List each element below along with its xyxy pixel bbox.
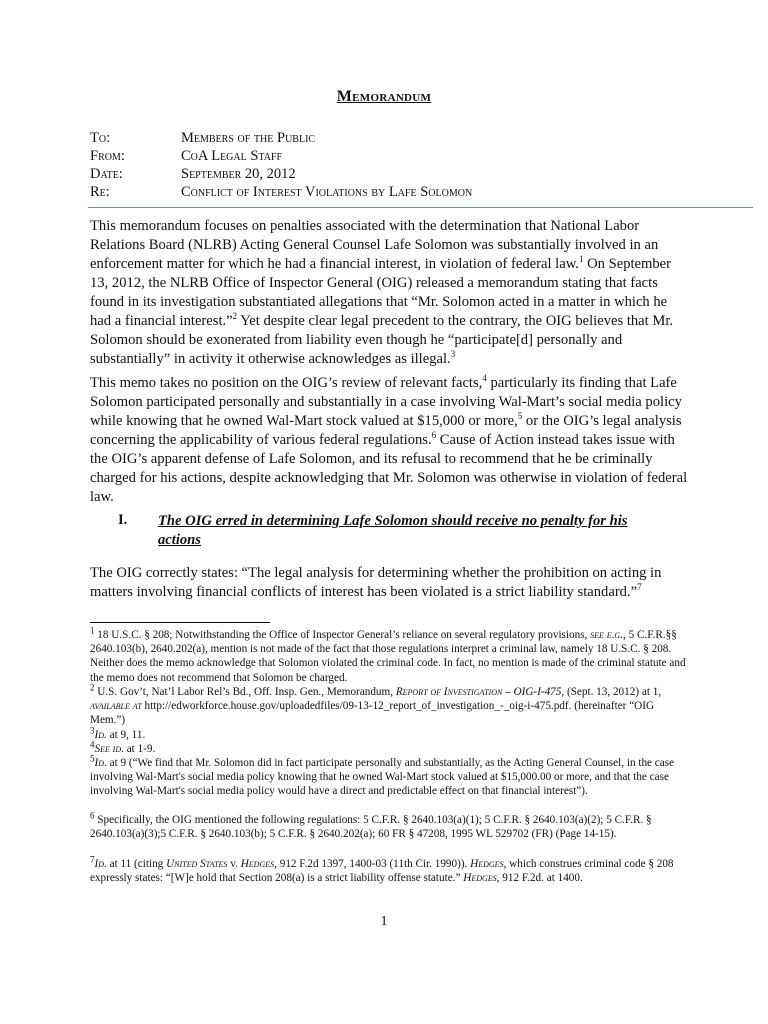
footnote-2-signal: available at (90, 700, 142, 713)
to-value: Members of the Public (181, 130, 316, 146)
footnote-7-text-a: . at 11 (citing (104, 858, 167, 870)
footnote-6-text: Specifically, the OIG mentioned the following regulations: 5 C.F.R. § 2640.103(a)(1); 5 C.F.R. § 2640.103(a)(2); 5 C.F.R. § 2640.103(a)(3);5 C.F.R. § 2640.103(b); 5 C.F.R. § 2640.202(a); 60 FR § 47208, 1995 WL 529702 (FR) (Page 14-15). (90, 814, 652, 841)
footnote-2-number: 2 (90, 682, 95, 693)
footnote-3-text: at 9, 11. (106, 729, 146, 741)
footnote-7 (90, 854, 690, 885)
footnote-7-id: Id (94, 858, 105, 870)
footnote-2 (90, 682, 690, 728)
footnote-1-text-b: , 5 C.F.R.§§ 2640.103(b), 2640.202(a), mention is not made of the fact that those regulations interpret a criminal law, namely 18 U.S.C. § 208. Neither does the memo acknowledge that Solomon violated the criminal code. In fact, no mention is made of the criminal statute and the memo does not recommend that Solomon be charged. (90, 629, 686, 684)
paragraph-strict-liability (90, 564, 690, 602)
footnote-2-text-b: , (Sept. 13, 2012) at 1, (561, 686, 662, 698)
footnote-1-text-a: 18 U.S.C. § 208; Notwithstanding the Office of Inspector General’s reliance on several regulatory provisions, (94, 629, 591, 641)
footnote-7-case-name-3: Hedges (463, 872, 497, 885)
footnote-ref-4: 4 (482, 373, 487, 384)
footnote-7-number: 7 (90, 854, 95, 865)
para1-text-3: Yet despite clear legal precedent to the contrary, the OIG believes that Mr. Solomon should be exonerated from liability even though he “participate[d] personally and substantially” in activity it otherwise acknowledges as illegal. (90, 313, 674, 367)
footnote-1-signal: see e.g. (590, 629, 623, 641)
para2-text-3: or the OIG’s legal analysis concerning the applicability of various federal regulations. (90, 413, 682, 448)
para2-text-4: Cause of Action instead takes issue with the OIG’s apparent defense of Lafe Solomon, and its refusal to recommend that he be criminally charged for his actions, despite acknowledging that Mr. Solomon was otherwise in violation of federal law. (90, 432, 688, 505)
footnote-7-case-party: United States (166, 858, 228, 870)
header-to (90, 130, 315, 147)
date-value: September 20, 2012 (181, 166, 296, 182)
header-re (90, 184, 472, 201)
date-label: Date: (90, 166, 123, 182)
footnote-2-text-a: U.S. Gov’t, Nat’l Labor Rel’s Bd., Off. Insp. Gen., Memorandum, (94, 686, 396, 698)
para1-text-1: This memorandum focuses on penalties associated with the determination that National Labor Relations Board (NLRB) Acting General Counsel Lafe Solomon was substantially involved in an enforcement matter for which he had a financial interest, in violation of federal law. (90, 218, 659, 272)
footnote-1 (90, 625, 690, 685)
memo-title: Memorandum (336, 88, 432, 105)
footnote-5-text: . at 9 (“We find that Mr. Solomon did in fact participate personally and substantially, as the Acting General Counsel, in the case involving Wal-Mart's social media policy knowing that he owned Wal-Mart stock valued at $15,000.00 or more, and that the case involving Wal-Mart's social media policy would have a direct and predictable effect on that financial interest”). (90, 757, 675, 798)
footnote-1-number: 1 (90, 625, 95, 636)
footnote-4-number: 4 (90, 739, 95, 750)
para2-text-2: particularly its finding that Lafe Solomon participated personally and substantially in a case involving Wal-Mart’s social media policy while knowing that he owned Wal-Mart stock valued at $15,000 or more, (90, 375, 682, 429)
page-number: 1 (380, 914, 388, 929)
footnote-ref-3: 3 (450, 349, 456, 360)
footnote-7-text-b: v. (227, 858, 241, 870)
to-label: To: (90, 130, 111, 146)
paragraph-position (90, 374, 690, 507)
section-heading: The OIG erred in determining Lafe Solomon should receive no penalty for his actions (158, 513, 628, 548)
footnote-3 (90, 725, 690, 742)
footnote-ref-6: 6 (431, 430, 437, 441)
re-value: Conflict of Interest Violations by Lafe Solomon (181, 184, 473, 200)
para2-text-1: This memo takes no position on the OIG’s review of relevant facts, (90, 375, 483, 391)
footnote-7-case-name-2: Hedges (470, 858, 504, 870)
from-value: CoA Legal Staff (181, 148, 283, 164)
footnote-7-text-c: , 912 F.2d 1397, 1400-03 (11th Cir. 1990)). (274, 858, 471, 870)
footnote-7-case-name-1: Hedges (240, 858, 275, 870)
footnote-7-text-e: , 912 F.2d. at 1400. (496, 872, 583, 885)
header-from (90, 148, 282, 165)
footnote-ref-7: 7 (637, 582, 642, 593)
footnote-4-signal: See id (94, 743, 122, 755)
footnote-5-number: 5 (90, 753, 95, 764)
footnote-4-text: . at 1-9. (121, 743, 156, 755)
re-label: Re: (90, 184, 110, 200)
footnote-2-report-title: Report of Investigation – OIG-I-475 (395, 686, 562, 698)
footnote-2-text-c: http://edworkforce.house.gov/uploadedfiles/09-13-12_report_of_investigation_-_oig-i-475.pdf. (hereinafter “OIG Mem.”) (90, 700, 655, 727)
footnote-ref-2: 2 (232, 311, 238, 322)
section-number: I. (118, 512, 128, 528)
footnote-ref-1: 1 (578, 254, 584, 265)
para1-text-2: On September 13, 2012, the NLRB Office of Inspector General (OIG) released a memorandum stating that facts found in its investigation substantiated allegations that “Mr. Solomon acted in a matter in which he had a financial interest.” (90, 256, 672, 329)
footnote-3-number: 3 (90, 725, 95, 736)
footnote-5 (90, 753, 690, 799)
footnote-divider (90, 622, 270, 623)
footnote-ref-5: 5 (517, 411, 523, 422)
footnote-6-number: 6 (90, 810, 95, 821)
footnote-4 (90, 739, 690, 756)
paragraph-intro (90, 217, 690, 369)
footnote-6 (90, 810, 690, 841)
footnote-7-text-d: , which construes criminal code § 208 expressly states: “[W]e hold that Section 208(a) is a strict liability offense statute.” (90, 858, 674, 885)
from-label: From: (90, 148, 125, 164)
footnote-5-id: Id (94, 757, 105, 769)
header-divider (88, 207, 753, 208)
header-date (90, 166, 296, 183)
footnote-3-id: Id. (94, 729, 107, 741)
para3-text-1: The OIG correctly states: “The legal analysis for determining whether the prohibition on acting in matters involving financial conflicts of interest has been violated is a strict liability standard.” (90, 565, 662, 600)
